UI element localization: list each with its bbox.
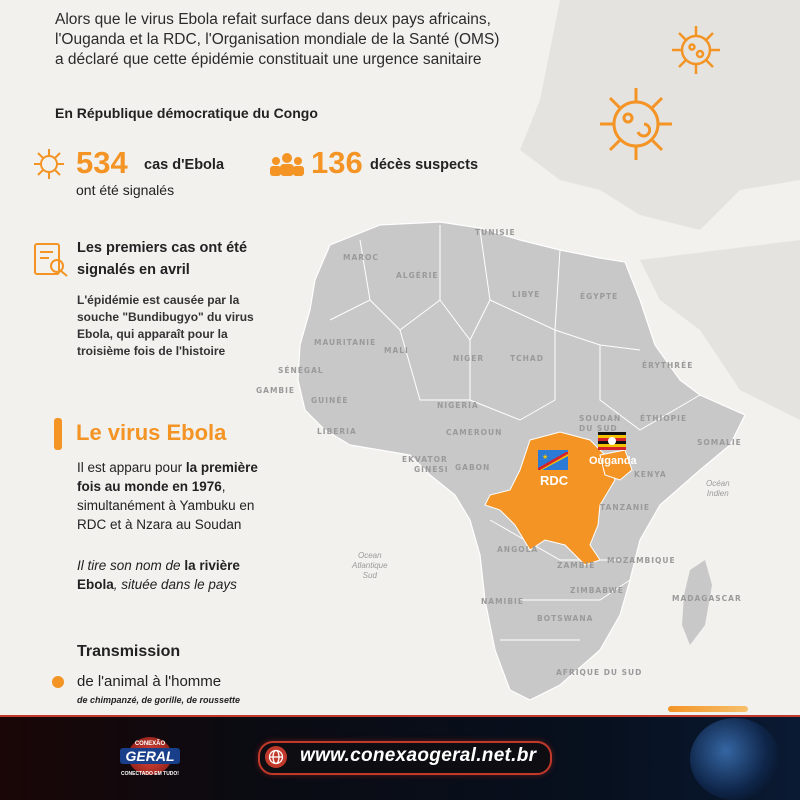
globe-icon bbox=[264, 745, 288, 769]
deaths-label: décès suspects bbox=[370, 157, 479, 173]
label-erythree: ÉRYTHRÉE bbox=[642, 361, 694, 370]
virus-icon bbox=[668, 22, 724, 78]
label-ouganda: Ouganda bbox=[589, 455, 637, 467]
label-maroc: MAROC bbox=[343, 253, 379, 262]
label-rdc: RDC bbox=[540, 473, 569, 488]
label-kenya: KENYA bbox=[634, 470, 667, 479]
label-botswana: BOTSWANA bbox=[537, 614, 594, 623]
ouganda-flag bbox=[598, 432, 626, 450]
label-nigeria: NIGERIA bbox=[437, 401, 479, 410]
label-liberia: LIBERIA bbox=[317, 427, 357, 436]
virus-paragraph-1: Il est apparu pour la première fois au monde en 1976, simultanément à Yambuku en RDC et à Nzara au Soudan bbox=[77, 460, 258, 532]
label-somalie: SOMALIE bbox=[697, 438, 742, 447]
label-afrique-sud: AFRIQUE DU SUD bbox=[556, 668, 643, 677]
label-zambie: ZAMBIE bbox=[557, 561, 596, 570]
cases-label: cas d'Ebola bbox=[144, 157, 225, 173]
globe-graphic bbox=[690, 718, 780, 800]
footer-accent-bar bbox=[668, 706, 748, 712]
label-ocean-indien: Océan Indien bbox=[706, 479, 730, 498]
label-mali: MALI bbox=[384, 346, 409, 355]
bullet-dot bbox=[52, 676, 64, 688]
first-cases-desc: L'épidémie est causée par la souche "Bundibugyo" du virus Ebola, qui apparaît pour la troisième fois de l'histoire bbox=[77, 293, 254, 358]
label-ocean-atlantique: Ocean Atlantique Sud bbox=[352, 551, 388, 580]
label-libye: LIBYE bbox=[512, 290, 541, 299]
label-ginesi: GINESI bbox=[414, 465, 449, 474]
virus-heading: Le virus Ebola bbox=[76, 420, 227, 445]
label-algerie: ALGÉRIE bbox=[396, 271, 439, 280]
svg-text:★: ★ bbox=[542, 454, 549, 461]
transmission-item: de l'animal à l'homme bbox=[77, 673, 222, 690]
label-niger: NIGER bbox=[453, 354, 485, 363]
label-mauritanie: MAURITANIE bbox=[314, 338, 377, 347]
heading-accent-bar bbox=[54, 418, 62, 450]
label-senegal: SÉNÉGAL bbox=[278, 366, 324, 375]
label-zimbabwe: ZIMBABWE bbox=[570, 586, 624, 595]
cases-number: 534 bbox=[76, 145, 128, 180]
label-tunisie: TUNISIE bbox=[475, 228, 516, 237]
first-cases-title: Les premiers cas ont été signalés en avril bbox=[77, 240, 248, 278]
deaths-number: 136 bbox=[311, 145, 363, 180]
label-gabon: GABON bbox=[455, 463, 491, 472]
people-icon bbox=[270, 152, 304, 178]
label-ethiopie: ÉTHIOPIE bbox=[640, 414, 688, 423]
label-namibie: NAMIBIE bbox=[481, 597, 524, 606]
section-title: En République démocratique du Congo bbox=[55, 105, 318, 121]
label-mozambique: MOZAMBIQUE bbox=[607, 556, 676, 565]
report-search-icon bbox=[33, 240, 69, 278]
virus-icon bbox=[594, 82, 678, 166]
virus-paragraph-2: Il tire son nom de la rivière Ebola, située dans le pays bbox=[77, 558, 240, 592]
website-url[interactable]: www.conexaogeral.net.br bbox=[300, 745, 537, 766]
label-soudan-sud: SOUDAN bbox=[579, 414, 622, 423]
label-guinee: GUINÉE bbox=[311, 396, 349, 405]
label-tchad: TCHAD bbox=[510, 354, 544, 363]
label-madagascar: MADAGASCAR bbox=[672, 594, 742, 603]
label-gambie: GAMBIE bbox=[256, 386, 296, 395]
rdc-flag bbox=[538, 450, 568, 470]
label-angola: ANGOLA bbox=[497, 545, 539, 554]
label-soudan-sud-2: DU SUD bbox=[579, 424, 618, 433]
label-egypte: ÉGYPTE bbox=[580, 292, 619, 301]
label-tanzanie: TANZANIE bbox=[600, 503, 651, 512]
label-ekvator: EKVATOR bbox=[402, 455, 448, 464]
cases-sub: ont été signalés bbox=[76, 182, 175, 198]
transmission-title: Transmission bbox=[77, 643, 181, 660]
virus-icon bbox=[32, 147, 66, 181]
label-cameroun: CAMEROUN bbox=[446, 428, 503, 437]
conexao-geral-logo[interactable]: CONEXÃO GERAL CONECTADO EM TUDO! bbox=[120, 735, 180, 781]
intro-text: Alors que le virus Ebola refait surface dans deux pays africains, l'Ouganda et la RDC, l'Organisation mondiale de la Santé (OMS) a déclaré que cette épidémie constituait une urgence sanitaire bbox=[55, 11, 500, 68]
footer-top-line bbox=[0, 715, 800, 717]
transmission-detail: de chimpanzé, de gorille, de roussette bbox=[77, 695, 241, 705]
